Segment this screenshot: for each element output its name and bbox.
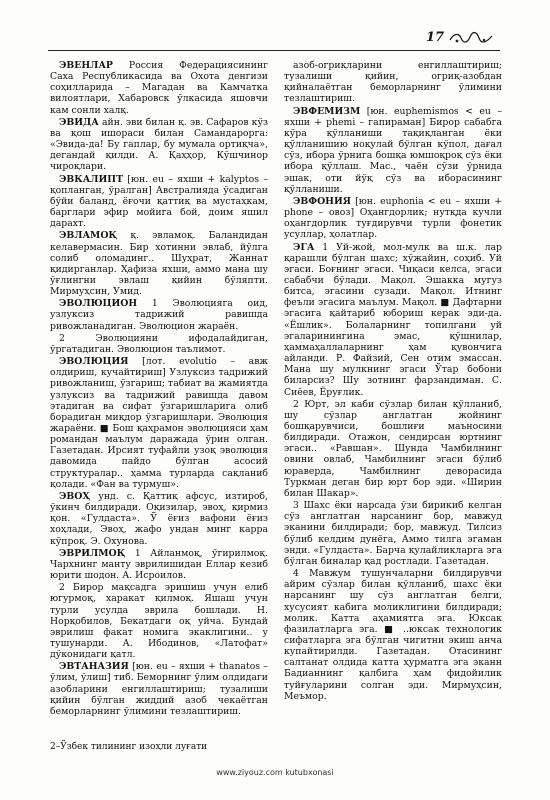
entry-headword: ЭВОЛЮЦИЯ xyxy=(59,356,129,368)
dictionary-entry xyxy=(284,196,502,241)
entry-definition: 4 Мавжум тушунчаларни билдирувчи айрим сўзлар билан қўлланиб, шахс ёки нарсанинг шу сўз англатган белги, хусусият кабига моликлигини билдиради; молик. Катта аҳамиятга эга. Юксак фазилатларга эга. ■ ..юксак технологик сифатларга эга бўлган чигитни экиш анча купайтирилди. Газетадан. Отасининг салтанат олдида катта ҳурматга эга эканн Бадианнинг қалбига ҳам фидойилик туйғуларини солган эди. Мирмуҳсин, Меъмор. xyxy=(284,568,502,702)
entry-headword: ЭВЕНЛАР xyxy=(59,60,113,71)
entry-headword: ЭВРИЛМОҚ xyxy=(59,547,126,559)
entry-definition: [юн. euphemismos < eu – яхши + phemi – гапираман] Бирор сабабга кўра қўлланиши тақиқланган ёки қўлланишию ноқулай бўлган кўпол, дағал сўз, ибора ўрнига бошқа юмшоқроқ сўз ёки ибора қўллаш. Мас., чаён сўзи ўрнида эшак, оти йўқ сўз ва иборасининг қўлланиши. xyxy=(284,105,502,195)
entry-headword: ЭВОҲ xyxy=(59,490,91,502)
entry-definition: 2 Юрт, эл каби сўзлар билан қўлланиб, шу сўзлар англатган жойнинг бошқарувчиси, бошлиғи маъносини билдиради. Отажон, сендирсан юртнинг эгаси.. «Равшан». Шунда Чамбилнинг овини овлаб, Чамбилнинг эгаси бўлиб юраверда, Чамбилнинг деворасида Туркман деган бир юрт бор эди. «Ширин билан Шакар». xyxy=(284,398,502,499)
entry-definition: 2 Бирор мақсадга эришиш учун елиб югурмоқ, харакат қилмоқ. Яшаш учун турли усулда эврила бошлади. Н. Норқобилов, Бекатдаги оқ уйча. Бундай эврилиш факат номига экаклигини.. у тушунарди. А. Ибодинов, «Латофат» дўконидаги қатл. xyxy=(50,582,268,661)
dictionary-entry xyxy=(50,333,268,355)
dictionary-entry xyxy=(284,568,502,702)
dictionary-entry xyxy=(50,356,268,490)
entry-definition: [юн. eu – яхши + kalyptos – қопланган, ўралган] Австралияда ўсадиган бўйи баланд, ёғочи қаттиқ ва мустаҳкам, барглари эфир мойига бой, доим яшил дарахт. xyxy=(50,173,268,230)
entry-definition: қ. эвламоқ. Баландидан келавермасин. Бир хотинни эвлаб, йўлга солиб оломадинг.. Шуҳрат, Жаннат қидирганлар. Ҳафиза яхши, аммо мана шу ўғлингни эвлаш қийин бўляпти. Мирмуҳсин, Умид. xyxy=(50,230,268,298)
entry-definition: азоб-огриқларини енгиллаштириш; тузалиши қийин, огриқ-азобдан қийналаётган беморларнинг ўлимини тезлаштириш. xyxy=(284,60,502,105)
dictionary-entry xyxy=(284,242,502,398)
dictionary-entry xyxy=(284,106,502,195)
ornament-icon xyxy=(448,31,494,45)
dictionary-entry xyxy=(50,298,268,331)
entry-definition: [юн. eu – яхши + thanatos – ўлим, ўлиш] тиб. Беморнинг ўлим олдидаги азобларини енгиллаштириш; тузалиши қийин бўлган жиддий азоб чекаётган беморларнинг ўлимини тезлаштириш. xyxy=(50,661,268,717)
page-number: 17 xyxy=(426,30,445,45)
entry-definition: 1 Эволюцияга оид, узлуксиз тадрижий равишда ривожланадиган. Эволюцион жараён. xyxy=(50,298,268,332)
entry-headword: ЭВКАЛИПТ xyxy=(59,173,123,185)
entry-definition: 2 Эволюцияни ифодалайдиган, ўргатадиган. Эволюцион таълимот. xyxy=(50,332,268,355)
entry-definition: [лот. evolutio – авж олдириш, кучайтириш] Узлуксиз тадрижий ривожланиш, ўзгариш; табиат ва жамиятда узлуксиз ва тадрижий равишда давом этадиган ва сифат ўзгаришларига олиб борадиган миқдор ўзгаришлари. Эволюция жараёни. ■ Бош қаҳрамон эволюцияси ҳам романдан маълум даражада ўрин олган. Газетадан. Ирсият туфайли узоқ эволюция давомида пайдо бўлган асосий структуралар.. ҳамма турларда сақланиб қолади. «Фан ва турмуш». xyxy=(50,356,268,490)
entry-headword: ЭГА xyxy=(293,241,315,253)
dictionary-entry xyxy=(50,548,268,581)
footer-url: www.ziyouz.com kutubxonasi xyxy=(216,768,334,777)
left-column xyxy=(50,60,268,740)
entry-headword: ЭВЛАМОҚ xyxy=(59,230,118,242)
entry-definition: 1 Уй-жой, мол-мулк ва ш.к. лар қарашли бўлган шахс; хўжайин, соҳиб. Уй эгаси. Боғнинг эгаси. Чиқаси келса, эгаси сабабчи бўлади. Мақол. Эшакка мугуз битса, эгасини сузади. Мақол. Итнинг феъли эгасига маълум. Мақол. ■ Дафтарни эгасига қайтариб юбориш керак эди-да. «Ёшлик». Болаларнинг топилгани уй эгаларинингина эмас, қўшнилар, ҳаммаҳаллаларнинг ҳам қувончига айланди. Р. Файзий, Сен отим эмассан. Мана шу мулкнинг эгаси Ўтар бобони биларсиз? Шу зотнинг фарзандиман. С. Сиёев, Ёруғлик. xyxy=(284,241,502,398)
dictionary-entry xyxy=(50,117,268,173)
dictionary-entry xyxy=(284,60,502,105)
entry-definition: 3 Шахс ёки нарсада ўзи бирикиб келган сўз англатган нарсанинг бор, мавжуд эканини билдиради; бор, мавжуд. Тилсиз бўлиб келдим дунёга, Аммо тилга эгаман энди. «Гулдаста». Барча қулайликларга эга бўлган биналар қад ростлади. Газетадан. xyxy=(284,500,502,567)
entry-definition: айн. эви билан қ. эв. Сафаров кўз ва қош ишораси билан Самандарорга: «Эвида-да! Бу гаплар, бу мумала ортиқча», дегандай қилди. А. Қаҳҳор, Кўшчинор чироқлари. xyxy=(50,116,268,173)
entry-headword: ЭВИДА xyxy=(59,116,99,128)
entry-headword: ЭВТАНАЗИЯ xyxy=(59,661,129,673)
dictionary-columns xyxy=(50,60,502,740)
page-footer: 2–Ўзбек тилининг изоҳли луғати xyxy=(50,742,208,752)
dictionary-entry xyxy=(284,399,502,499)
dictionary-entry xyxy=(284,500,502,567)
dictionary-entry xyxy=(50,661,268,717)
entry-headword: ЭВФОНИЯ xyxy=(293,195,351,207)
header-rule xyxy=(48,50,500,51)
entry-definition: унд. с. Қаттиқ афсус, изтироб, ўкинч билдиради. Оқизилар, эвоҳ, қирмиз қон. «Гулдаста». Ў ёғиз вафони ёғиз хоҳлади, Эвоҳ, жафо ундан минг карра кўпроқ. Э. Охунова. xyxy=(50,490,268,547)
dictionary-entry xyxy=(50,491,268,547)
dictionary-entry xyxy=(50,230,268,297)
entry-definition: [юн. euphonia < eu – яхши + phone – овоз] Оҳангдорлик; нутқда кучли оҳангдорлик туғдирувчи турли фонетик усуллар, ҳолатлар. xyxy=(284,195,502,241)
entry-headword: ЭВФЕМИЗМ xyxy=(293,105,361,117)
dictionary-entry xyxy=(50,174,268,230)
dictionary-entry xyxy=(50,60,268,116)
dictionary-entry xyxy=(50,582,268,660)
entry-definition: 1 Айланмоқ, ўгирилмоқ. Чархнинг манту эврилишидан Еллар кезиб юрити шодон. А. Исроилов. xyxy=(50,547,268,582)
entry-headword: ЭВОЛЮЦИОН xyxy=(59,298,138,310)
right-column xyxy=(284,60,502,740)
entry-definition: Россия Федерациясининг Саха Республикасида ва Охота денгизи соҳилларида – Магадан ва Камчатка вилоятлари, Хабаровск ўлкасида яшовчи кам сонли халқ. xyxy=(50,60,268,116)
